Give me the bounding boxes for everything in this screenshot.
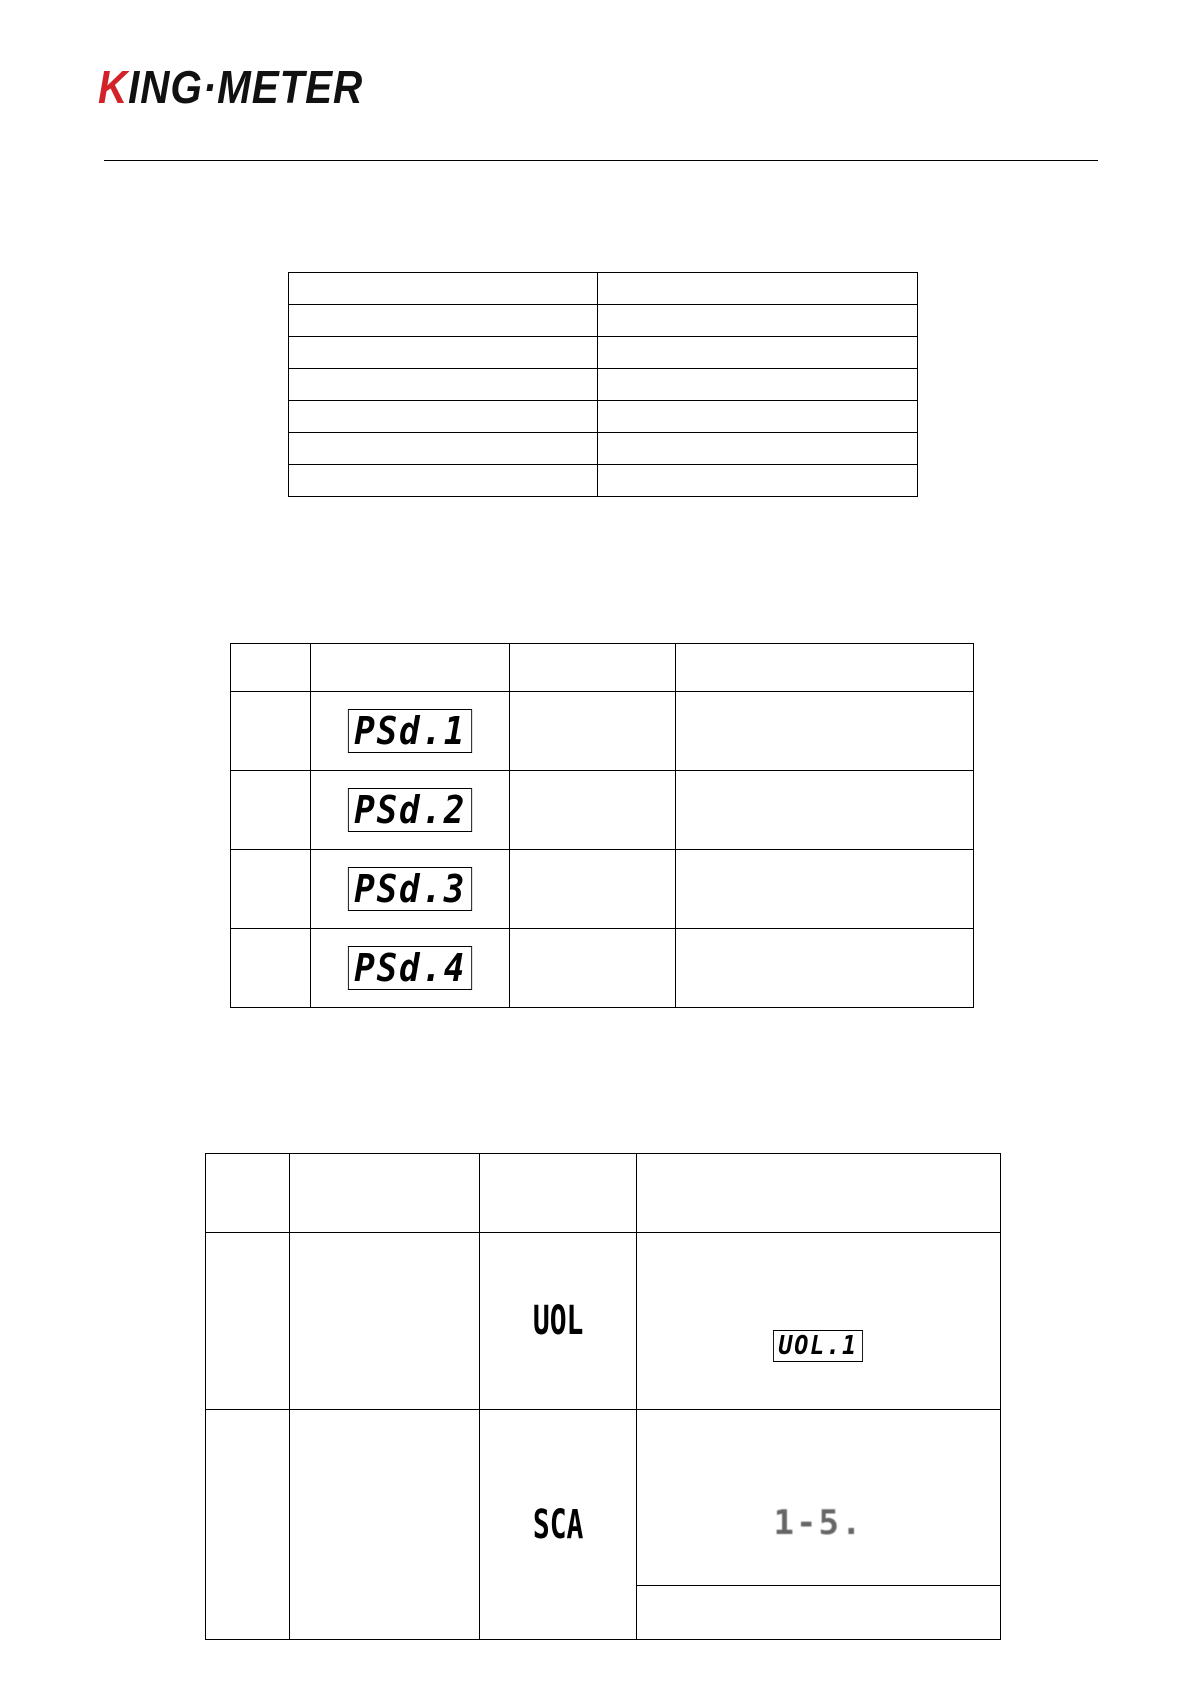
table-header-row xyxy=(206,1154,1001,1233)
table-row xyxy=(206,1233,1001,1410)
table-row xyxy=(289,401,918,433)
table-row xyxy=(289,337,918,369)
lcd-password-level-2: PSd.2 xyxy=(348,788,473,832)
table-row xyxy=(206,1410,1001,1586)
lcd-scale-code: SCA xyxy=(532,1501,584,1548)
table-row xyxy=(289,273,918,305)
empty-parameter-table xyxy=(288,272,918,497)
table-row xyxy=(289,305,918,337)
logo-initial: K xyxy=(98,61,129,113)
table-row xyxy=(289,433,918,465)
table-header-row xyxy=(231,644,974,692)
table-row xyxy=(289,369,918,401)
lcd-voltage-code: UOL xyxy=(532,1298,584,1344)
logo-text: ING·METER xyxy=(128,61,364,113)
table-row xyxy=(231,929,974,1008)
table-row xyxy=(289,465,918,497)
password-level-table xyxy=(230,643,974,1008)
lcd-scale-range: 1-5. xyxy=(773,1502,864,1543)
lcd-voltage-value: UOL.1 xyxy=(773,1330,863,1362)
table-row xyxy=(231,771,974,850)
table-row xyxy=(231,850,974,929)
lcd-password-level-3: PSd.3 xyxy=(348,867,473,911)
table-row xyxy=(231,692,974,771)
settings-table xyxy=(205,1153,1001,1640)
brand-logo xyxy=(98,61,364,113)
header-rule xyxy=(104,160,1098,161)
lcd-password-level-4: PSd.4 xyxy=(348,946,473,990)
lcd-password-level-1: PSd.1 xyxy=(348,709,473,753)
